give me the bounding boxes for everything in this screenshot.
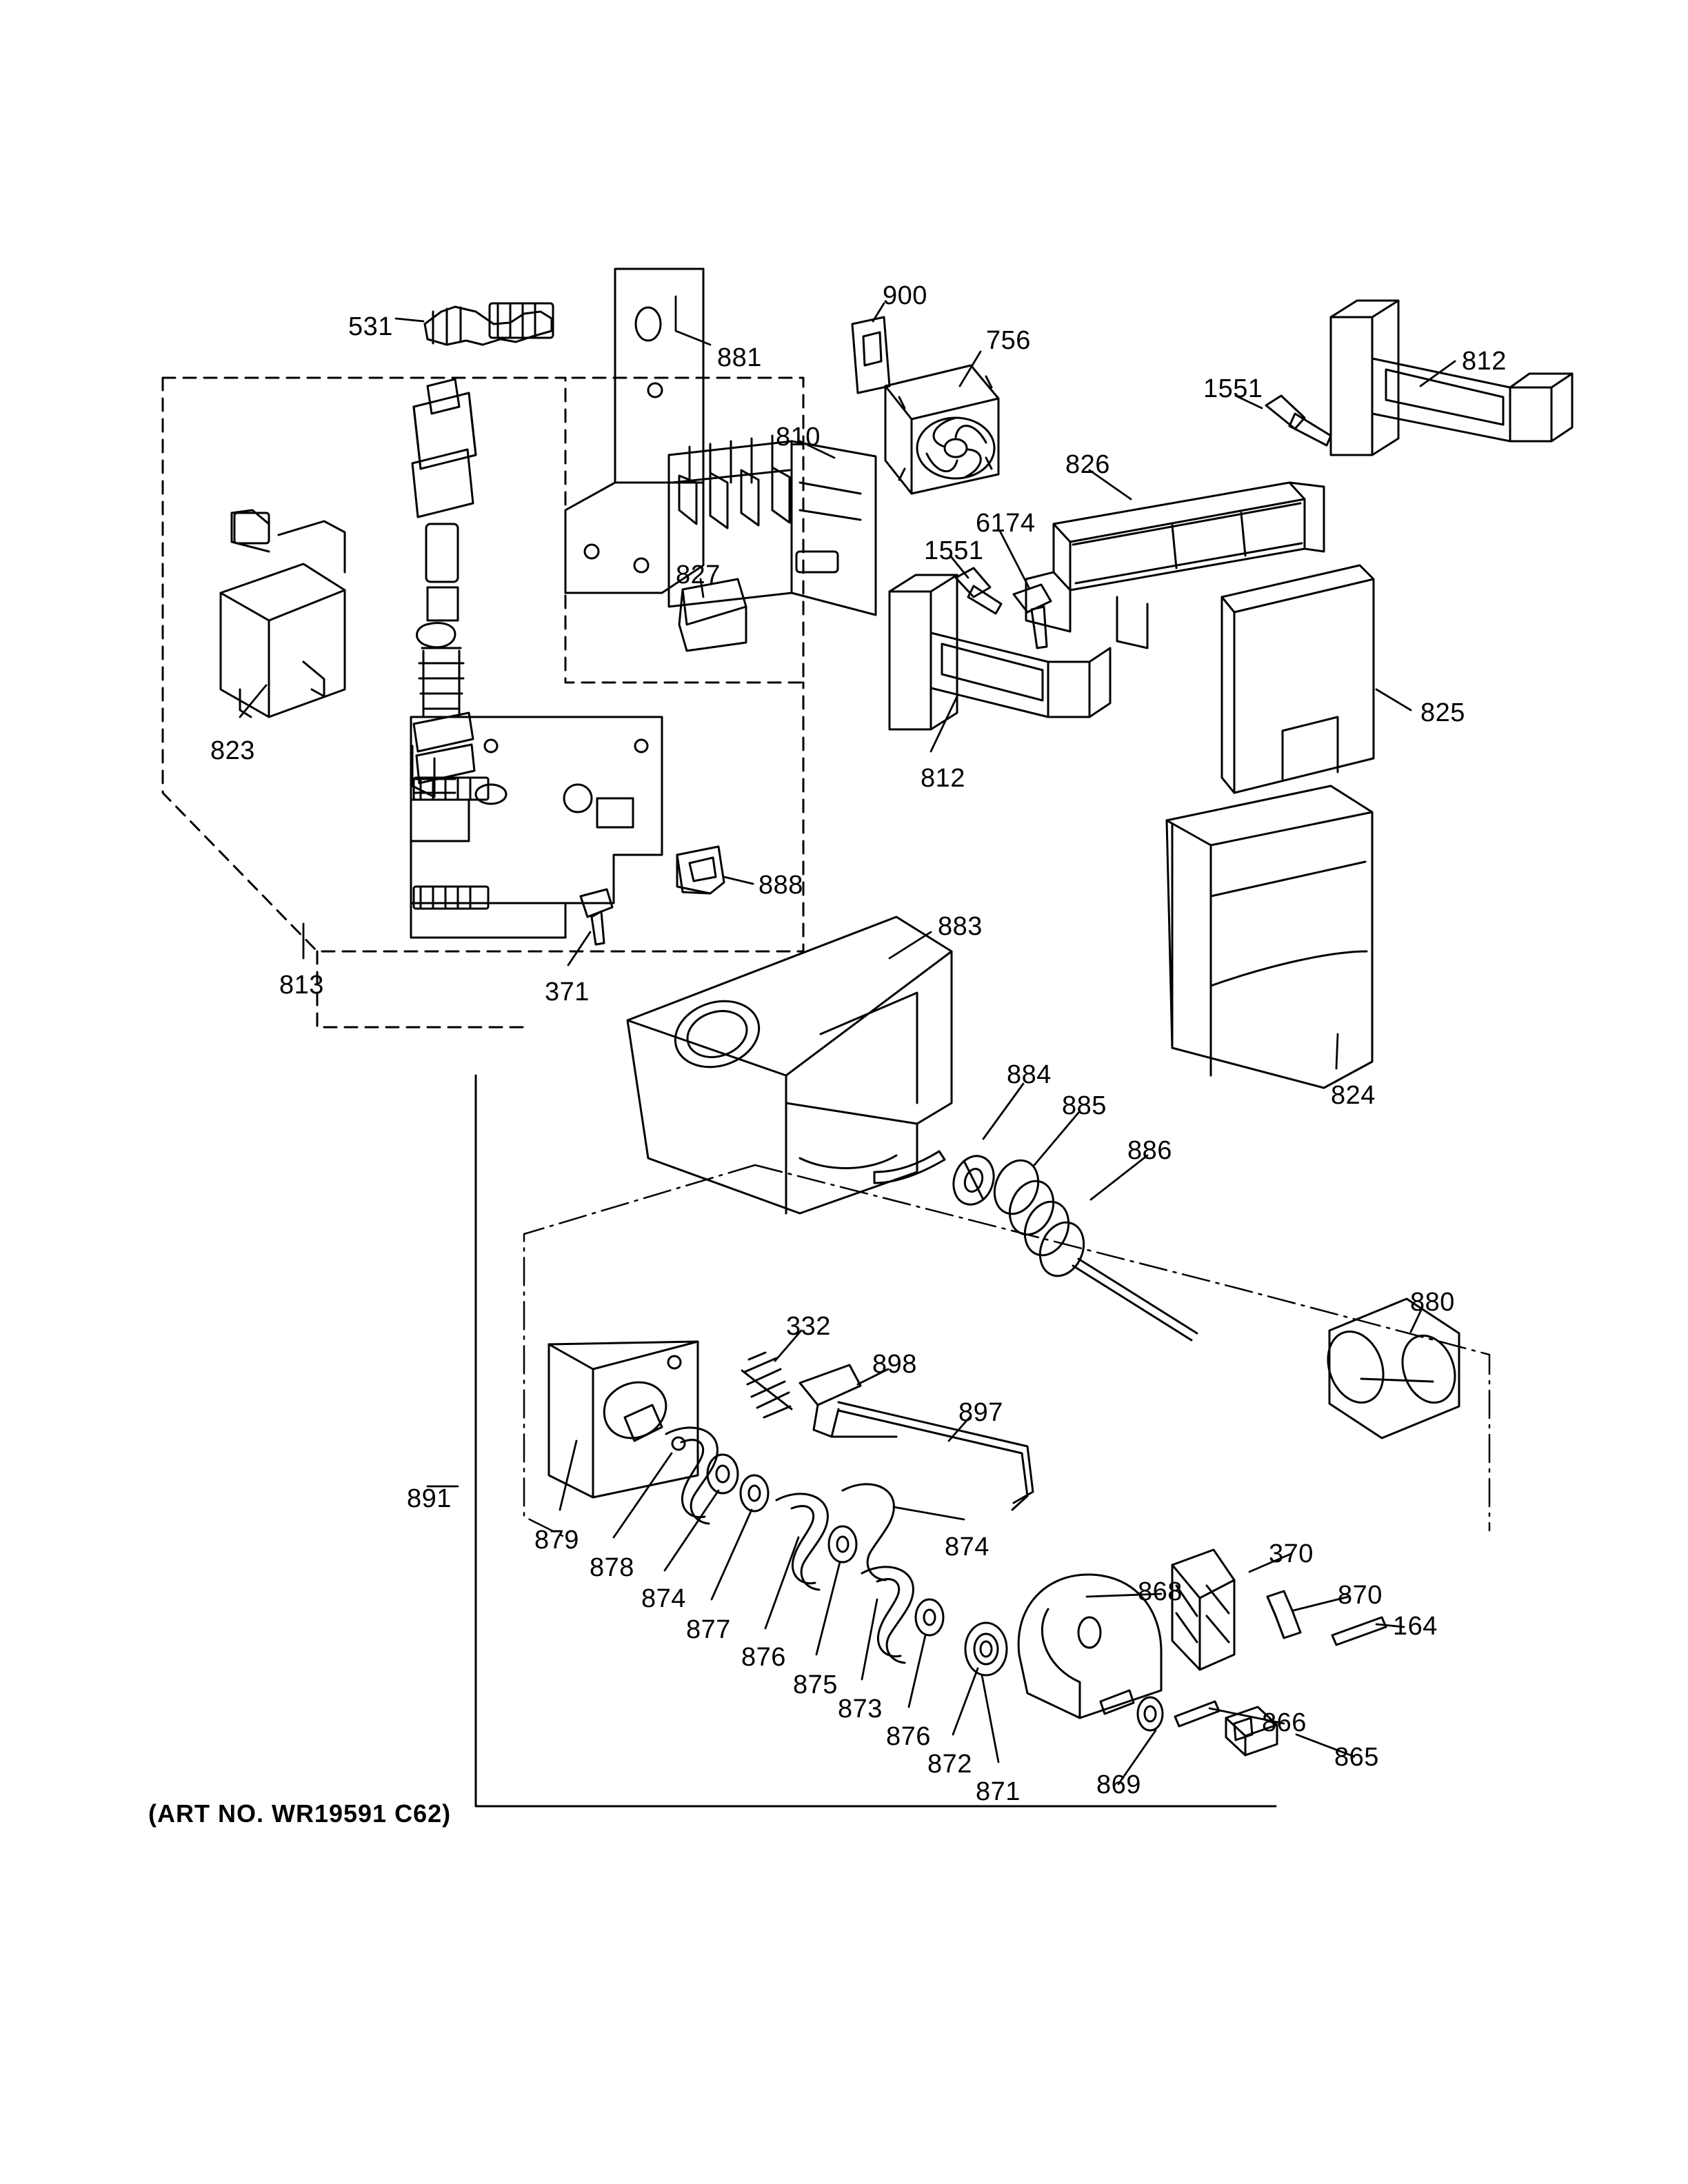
callout-874: 874 (945, 1533, 989, 1561)
callout-869: 869 (1096, 1770, 1141, 1799)
callout-898: 898 (872, 1350, 917, 1379)
part-885-washer (947, 1151, 1000, 1211)
callout-370: 370 (1269, 1539, 1314, 1568)
callout-332: 332 (786, 1312, 831, 1341)
part-877-washer (741, 1475, 768, 1511)
part-756-fan (885, 365, 998, 494)
part-897-rod (838, 1402, 1033, 1510)
part-825-panel (1222, 565, 1374, 793)
callout-827: 827 (676, 560, 721, 589)
callout-888: 888 (758, 871, 803, 900)
part-812-rail-top (1331, 301, 1572, 455)
part-888-clip (677, 847, 724, 893)
callout-1551: 1551 (1203, 374, 1263, 403)
part-886-auger (987, 1154, 1197, 1340)
callout-884: 884 (1007, 1060, 1052, 1089)
part-813-subassembly (412, 379, 476, 797)
callout-813: 813 (279, 971, 324, 1000)
part-871-bearing (965, 1623, 1007, 1675)
callout-164: 164 (1393, 1612, 1438, 1641)
callout-878: 878 (590, 1553, 634, 1582)
part-6174-screw (1014, 585, 1051, 648)
callout-812: 812 (921, 764, 965, 793)
callout-810: 810 (776, 423, 821, 452)
callout-879: 879 (534, 1526, 579, 1555)
part-869-washer (1138, 1697, 1163, 1730)
part-872-washer (916, 1599, 943, 1635)
callout-875: 875 (793, 1670, 838, 1699)
callout-886: 886 (1127, 1136, 1172, 1165)
callout-872: 872 (927, 1750, 972, 1779)
part-1551-screw-mid (956, 568, 1001, 614)
callout-881: 881 (717, 343, 762, 372)
part-164-pin (1332, 1617, 1386, 1645)
part-879-plate (549, 1342, 698, 1497)
part-875-washer (829, 1526, 856, 1562)
callout-871: 871 (976, 1777, 1021, 1806)
part-874-washer-a (707, 1455, 738, 1493)
callout-877: 877 (686, 1615, 731, 1644)
callout-866: 866 (1262, 1708, 1307, 1737)
callout-865: 865 (1334, 1743, 1379, 1772)
part-371-screw (581, 889, 612, 944)
callout-756: 756 (986, 326, 1031, 355)
group-outline-813 (163, 378, 803, 1027)
part-874-cam-b (843, 1484, 894, 1580)
part-866-pin (1175, 1701, 1219, 1726)
callout-870: 870 (1338, 1581, 1383, 1610)
callout-1551: 1551 (924, 536, 984, 565)
part-531-harness (425, 303, 553, 345)
callout-371: 371 (545, 978, 590, 1007)
part-824-housing (1167, 717, 1372, 1088)
part-823-valve (221, 510, 345, 717)
callout-891: 891 (407, 1484, 452, 1513)
callout-868: 868 (1138, 1577, 1183, 1606)
part-870-clip (1267, 1591, 1300, 1638)
callout-897: 897 (958, 1398, 1003, 1427)
part-370-bracket (1172, 1550, 1234, 1670)
callout-880: 880 (1410, 1288, 1455, 1317)
part-812-rail-mid (890, 575, 1110, 729)
part-1551-screw-top (1266, 396, 1331, 445)
callout-883: 883 (938, 912, 983, 941)
callout-823: 823 (210, 736, 255, 765)
part-900-clip (852, 317, 890, 393)
callout-873: 873 (838, 1695, 883, 1723)
callout-825: 825 (1420, 698, 1465, 727)
callout-824: 824 (1331, 1081, 1376, 1110)
part-880-cylinder (1318, 1299, 1464, 1438)
callout-900: 900 (883, 281, 927, 310)
callout-876: 876 (741, 1643, 786, 1672)
callout-876: 876 (886, 1722, 931, 1751)
callout-6174: 6174 (976, 509, 1036, 538)
part-826-grid (1026, 483, 1324, 648)
callout-874: 874 (641, 1584, 686, 1613)
part-878-cam (666, 1428, 717, 1524)
callout-531: 531 (348, 312, 393, 341)
part-881-bracket (565, 269, 703, 593)
callout-812: 812 (1462, 347, 1507, 376)
part-873-cam (862, 1567, 913, 1663)
part-332-spring (742, 1353, 792, 1417)
part-827-cap (679, 579, 746, 651)
art-number-label: (ART NO. WR19591 C62) (148, 1799, 452, 1828)
callout-826: 826 (1065, 450, 1110, 479)
part-884-shaft (874, 1151, 945, 1183)
callout-885: 885 (1062, 1091, 1107, 1120)
